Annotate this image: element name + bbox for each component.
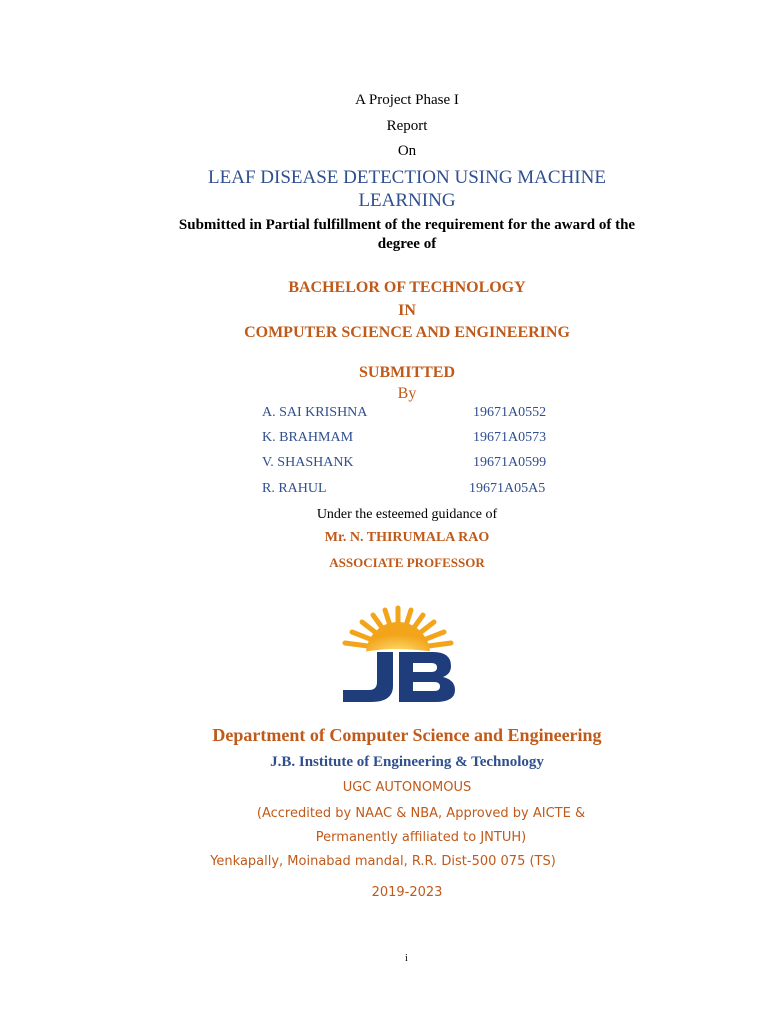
college-name: J.B. Institute of Engineering & Technology	[270, 754, 544, 770]
student-name: R. RAHUL	[262, 481, 327, 496]
by-label: By	[397, 385, 417, 402]
student-roll: 19671A0599	[473, 455, 547, 470]
student-name: K. BRAHMAM	[262, 430, 354, 445]
accreditation-line-2: Permanently affiliated to JNTUH)	[315, 830, 527, 845]
submitted-label: SUBMITTED	[358, 364, 456, 381]
student-roll: 19671A05A5	[469, 481, 546, 496]
student-name: V. SHASHANK	[262, 455, 354, 470]
student-roll: 19671A0552	[473, 405, 547, 420]
title-line-1: LEAF DISEASE DETECTION USING MACHINE	[208, 167, 606, 188]
degree-name: BACHELOR OF TECHNOLOGY	[288, 279, 526, 296]
heading-line-2: Report	[386, 118, 428, 134]
college-status: UGC AUTONOMOUS	[342, 780, 472, 795]
college-logo	[333, 602, 463, 706]
submission-line-1: Submitted in Partial fulfillment of the requirement for the award of the	[178, 217, 636, 233]
guide-name: Mr. N. THIRUMALA RAO	[324, 530, 490, 545]
heading-line-1: A Project Phase I	[355, 92, 459, 108]
degree-in: IN	[398, 302, 416, 319]
department-name: Department of Computer Science and Engineering	[212, 725, 602, 745]
title-line-2: LEARNING	[358, 190, 456, 211]
page-number: i	[405, 953, 408, 964]
degree-branch: COMPUTER SCIENCE AND ENGINEERING	[244, 324, 570, 341]
submission-line-2: degree of	[377, 236, 437, 252]
college-address: Yenkapally, Moinabad mandal, R.R. Dist-500 075 (TS)	[210, 854, 556, 869]
guide-designation: ASSOCIATE PROFESSOR	[329, 555, 485, 570]
accreditation-line-1: (Accredited by NAAC & NBA, Approved by AICTE &	[256, 806, 586, 821]
academic-years: 2019-2023	[371, 885, 443, 900]
student-roll: 19671A0573	[473, 430, 547, 445]
jb-letters-icon	[343, 652, 455, 702]
student-name: A. SAI KRISHNA	[262, 405, 368, 420]
guidance-label: Under the esteemed guidance of	[316, 507, 498, 522]
heading-line-3: On	[397, 143, 417, 159]
